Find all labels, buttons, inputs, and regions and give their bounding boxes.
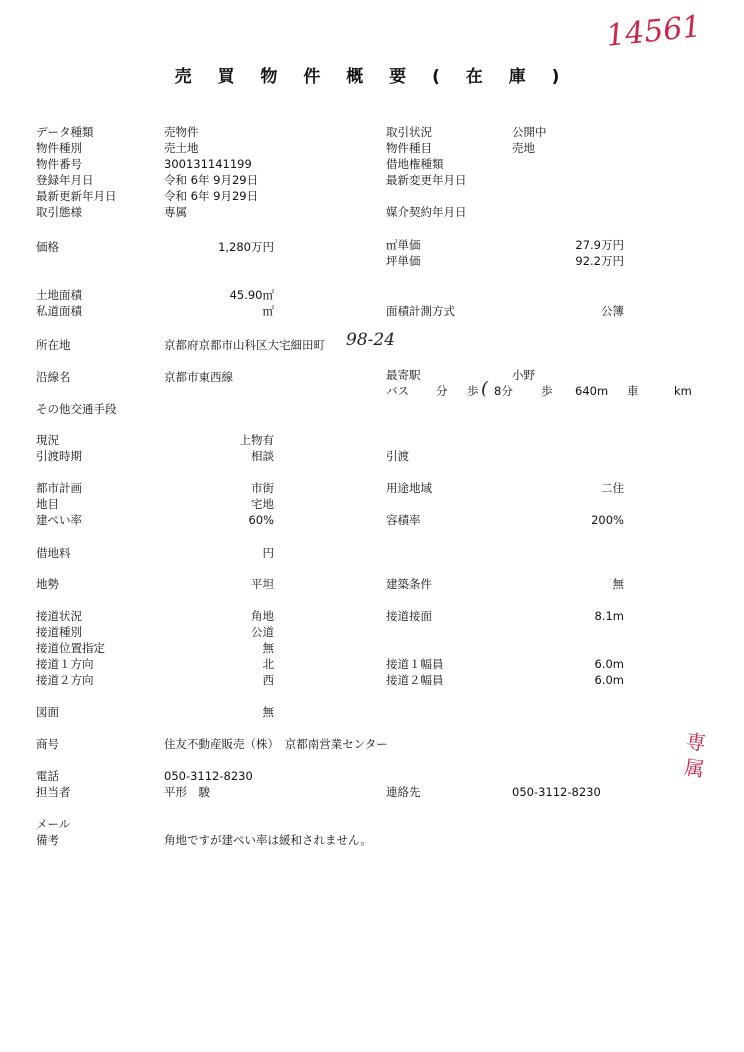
value-phone: 050-3112-8230 — [164, 769, 253, 783]
label-deal-status: 取引状況 — [386, 125, 432, 139]
value-terrain: 平坦 — [251, 577, 274, 591]
label-tsubo-price: 坪単価 — [386, 254, 421, 268]
label-land-category: 地目 — [36, 497, 59, 511]
label-lease-fee: 借地料 — [36, 546, 71, 560]
label-condition: 現況 — [36, 433, 59, 447]
value-handover-time: 相談 — [251, 449, 274, 463]
label-road1-width: 接道１幅員 — [386, 657, 444, 671]
label-bus: バス — [386, 384, 409, 398]
label-sqm-price: ㎡単価 — [386, 238, 421, 252]
label-bus-min: 分 — [436, 384, 448, 398]
value-deal-status: 公開中 — [512, 125, 547, 139]
label-land-area: 土地面積 — [36, 288, 82, 302]
value-use-zone: 二住 — [601, 481, 624, 495]
label-company: 商号 — [36, 737, 59, 751]
value-land-area: 45.90㎡ — [229, 288, 274, 302]
label-deal-type: 取引態様 — [36, 205, 82, 219]
label-staff: 担当者 — [36, 785, 71, 799]
label-terrain: 地勢 — [36, 577, 59, 591]
label-price: 価格 — [36, 240, 59, 254]
value-nearest-station: 小野 — [512, 368, 535, 382]
label-property-item: 物件種目 — [386, 141, 432, 155]
value-property-type: 売土地 — [164, 141, 199, 155]
value-condition: 上物有 — [239, 433, 274, 447]
value-road-designation: 無 — [262, 641, 274, 655]
label-road-designation: 接道位置指定 — [36, 641, 105, 655]
label-remarks: 備考 — [36, 833, 59, 847]
label-road-frontage: 接道接面 — [386, 609, 432, 623]
label-address: 所在地 — [36, 338, 71, 352]
value-build-cond: 無 — [612, 577, 624, 591]
label-property-type: 物件種別 — [36, 141, 82, 155]
label-build-cond: 建築条件 — [386, 577, 432, 591]
label-handover-time: 引渡時期 — [36, 449, 82, 463]
label-use-zone: 用途地域 — [386, 481, 432, 495]
handwritten-bus-note: ( — [481, 378, 489, 399]
label-road2-width: 接道２幅員 — [386, 673, 444, 687]
value-walk-time: 8分 — [494, 384, 513, 398]
value-contact: 050-3112-8230 — [512, 785, 601, 799]
value-land-category: 宅地 — [251, 497, 274, 511]
label-road-type: 接道種別 — [36, 625, 82, 639]
label-far: 容積率 — [386, 513, 421, 527]
label-data-type: データ種類 — [36, 125, 94, 139]
label-road-status: 接道状況 — [36, 609, 82, 623]
label-city-plan: 都市計画 — [36, 481, 82, 495]
value-road2-dir: 西 — [262, 673, 274, 687]
label-latest-change: 最新変更年月日 — [386, 173, 467, 187]
value-road-status: 角地 — [251, 609, 274, 623]
label-walk-1: 歩 — [467, 384, 479, 398]
label-contact: 連絡先 — [386, 785, 421, 799]
value-measure-method: 公簿 — [601, 304, 624, 318]
label-agency-date: 媒介契約年月日 — [386, 205, 467, 219]
label-lease-type: 借地権種類 — [386, 157, 444, 171]
value-city-plan: 市街 — [251, 481, 274, 495]
value-drawing: 無 — [262, 705, 274, 719]
label-other-transport: その他交通手段 — [36, 402, 117, 416]
label-coverage: 建ぺい率 — [36, 513, 82, 527]
value-tsubo-price: 92.2万円 — [575, 254, 624, 268]
value-staff: 平形 駿 — [164, 785, 210, 799]
label-car: 車 — [627, 384, 639, 398]
page-title: 売 買 物 件 概 要 ( 在 庫 ) — [174, 67, 570, 87]
value-private-road: ㎡ — [262, 304, 274, 318]
value-road1-dir: 北 — [262, 657, 274, 671]
value-far: 200% — [591, 513, 624, 527]
value-coverage: 60% — [248, 513, 274, 527]
value-road2-width: 6.0m — [594, 673, 624, 687]
value-address: 京都府京都市山科区大宅細田町 — [164, 338, 325, 352]
label-email: メール — [36, 817, 71, 831]
label-line: 沿線名 — [36, 370, 71, 384]
label-measure-method: 面積計測方式 — [386, 304, 455, 318]
value-data-type: 売物件 — [164, 125, 199, 139]
value-distance: 640m — [575, 384, 609, 398]
label-walk-2: 歩 — [541, 384, 553, 398]
label-private-road: 私道面積 — [36, 304, 82, 318]
value-road-type: 公道 — [251, 625, 274, 639]
value-line: 京都市東西線 — [164, 370, 233, 384]
handwritten-number: 14561 — [604, 9, 704, 54]
label-registered: 登録年月日 — [36, 173, 94, 187]
label-road2-dir: 接道２方向 — [36, 673, 94, 687]
handwritten-address-note: 98-24 — [346, 330, 396, 350]
stamp-exclusive — [676, 726, 726, 786]
value-registered: 令和 6年 9月29日 — [164, 173, 259, 187]
value-updated: 令和 6年 9月29日 — [164, 189, 259, 203]
label-phone: 電話 — [36, 769, 59, 783]
value-deal-type: 専属 — [164, 205, 187, 219]
value-property-item: 売地 — [512, 141, 535, 155]
value-lease-fee: 円 — [262, 546, 274, 560]
value-remarks: 角地ですが建ぺい率は緩和されません。 — [164, 833, 372, 847]
label-km: km — [674, 384, 692, 398]
label-nearest-station: 最寄駅 — [386, 368, 421, 382]
stamp-exclusive-text: 専属 — [682, 728, 708, 782]
label-drawing: 図面 — [36, 705, 59, 719]
value-company: 住友不動産販売（株） 京都南営業センター — [164, 737, 388, 751]
label-handover: 引渡 — [386, 449, 409, 463]
value-property-no: 300131141199 — [164, 157, 252, 171]
value-sqm-price: 27.9万円 — [575, 238, 624, 252]
value-road1-width: 6.0m — [594, 657, 624, 671]
value-road-frontage: 8.1m — [594, 609, 624, 623]
label-updated: 最新更新年月日 — [36, 189, 117, 203]
label-property-no: 物件番号 — [36, 157, 82, 171]
value-price: 1,280万円 — [218, 240, 274, 254]
label-road1-dir: 接道１方向 — [36, 657, 94, 671]
